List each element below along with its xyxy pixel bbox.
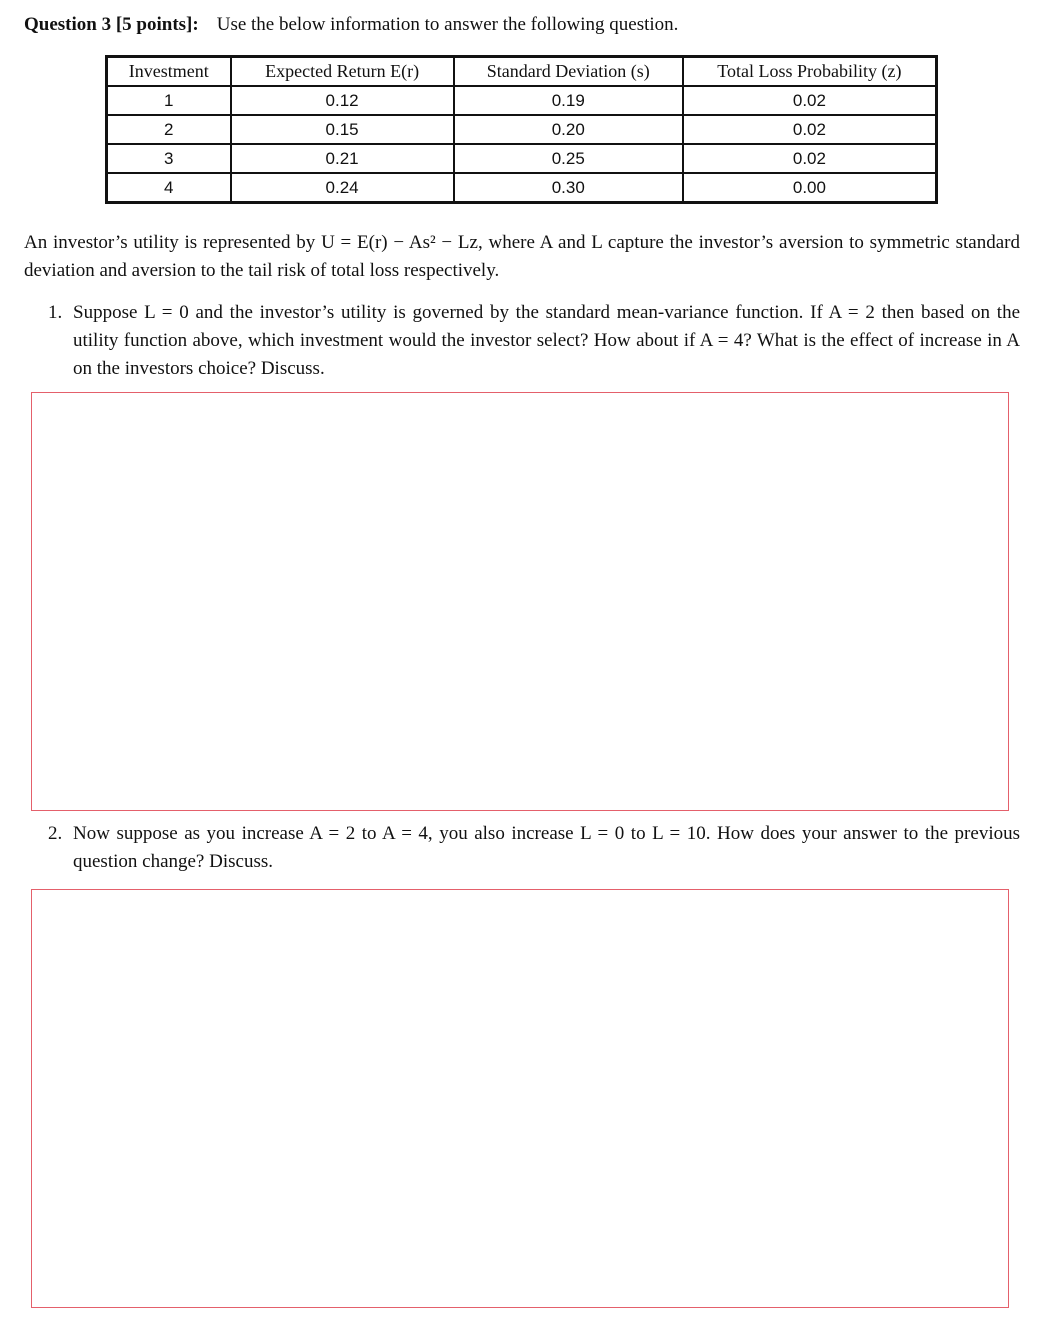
subquestion-1 <box>48 299 1020 383</box>
header-total-loss-probability: Total Loss Probability (z) <box>683 57 937 87</box>
header-expected-return: Expected Return E(r) <box>231 57 454 87</box>
table-row <box>107 173 937 203</box>
cell-standard-deviation: 0.25 <box>454 144 683 173</box>
subquestion-1-text: Suppose L = 0 and the investor’s utility is governed by the standard mean-variance function. If A = 2 then based on the utility function above, which investment would the investor select? How about if A = 4? What is the effect of increase in A on the investors choice? Discuss. <box>73 302 1020 379</box>
cell-investment: 4 <box>107 173 231 203</box>
cell-total-loss-probability: 0.00 <box>683 173 937 203</box>
question-title: Question 3 [5 points]: <box>24 14 199 35</box>
subquestion-2 <box>48 820 1020 876</box>
cell-investment: 2 <box>107 115 231 144</box>
cell-investment: 1 <box>107 86 231 115</box>
answer-box-1[interactable] <box>31 392 1009 811</box>
cell-standard-deviation: 0.20 <box>454 115 683 144</box>
table-row <box>107 86 937 115</box>
subquestion-2-number: 2. <box>48 823 63 844</box>
cell-total-loss-probability: 0.02 <box>683 144 937 173</box>
answer-box-2[interactable] <box>31 889 1009 1308</box>
question-instruction: Use the below information to answer the following question. <box>216 14 679 35</box>
header-standard-deviation: Standard Deviation (s) <box>454 57 683 87</box>
cell-investment: 3 <box>107 144 231 173</box>
cell-standard-deviation: 0.19 <box>454 86 683 115</box>
subquestion-1-number: 1. <box>48 302 63 323</box>
investment-table <box>105 55 938 204</box>
table-header-row <box>107 57 937 87</box>
cell-total-loss-probability: 0.02 <box>683 86 937 115</box>
cell-total-loss-probability: 0.02 <box>683 115 937 144</box>
question-heading <box>24 12 678 38</box>
utility-intro-paragraph: An investor’s utility is represented by U = E(r) − As² − Lz, where A and L capture the investor’s aversion to symmetric standard deviation and aversion to the tail risk of total loss respectively. <box>24 232 1020 281</box>
table-row <box>107 115 937 144</box>
header-investment: Investment <box>107 57 231 87</box>
cell-expected-return: 0.15 <box>231 115 454 144</box>
cell-standard-deviation: 0.30 <box>454 173 683 203</box>
subquestion-2-text: Now suppose as you increase A = 2 to A = 4, you also increase L = 0 to L = 10. How does your answer to the previous question change? Discuss. <box>73 823 1020 872</box>
cell-expected-return: 0.21 <box>231 144 454 173</box>
table-row <box>107 144 937 173</box>
cell-expected-return: 0.24 <box>231 173 454 203</box>
cell-expected-return: 0.12 <box>231 86 454 115</box>
